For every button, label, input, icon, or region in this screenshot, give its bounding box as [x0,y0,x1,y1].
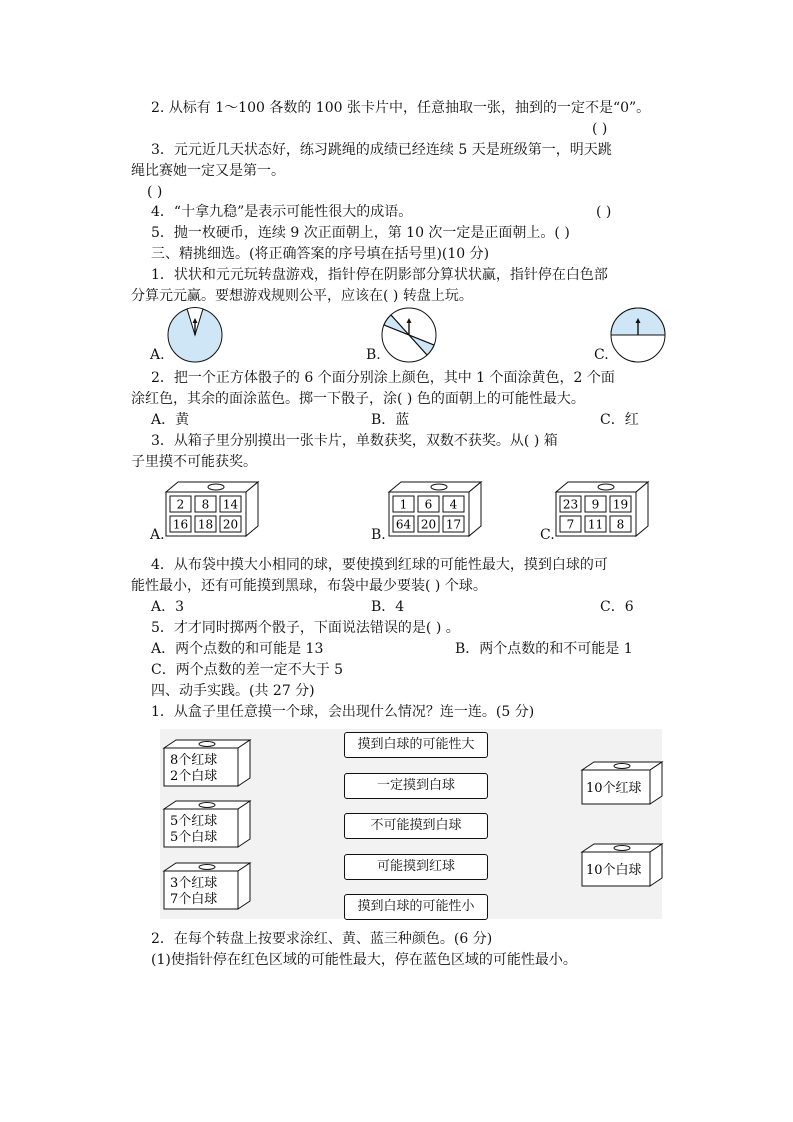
ball-box-3[interactable] [160,861,255,913]
judge-q3-line2: 绳比赛她一定又是第一。 [131,163,285,179]
s4-q2: 2．在每个转盘上按要求涂红、黄、蓝三种颜色。(6 分) [151,931,493,947]
ball-box-white[interactable] [578,842,668,890]
s3-q1-line1: 1．状状和元元玩转盘游戏，指针停在阴影部分算状状赢，指针停在白色部 [151,267,608,283]
card-number: 64 [395,517,412,532]
card-number: 9 [591,497,600,512]
section4-title: 四、动手实践。(共 27 分) [151,683,315,699]
ball-box-1-line1: 8个红球 [170,753,218,768]
s3-q4-line1: 4．从布袋中摸大小相同的球，要使摸到红球的可能性最大，摸到白球的可 [151,557,608,573]
ball-box-3-line2: 7个白球 [170,892,218,907]
card-number: 20 [222,517,239,532]
s3-q2-line2: 涂红色，其余的面涂蓝色。掷一下骰子，涂( ) 色的面朝上的可能性最大。 [131,391,585,407]
ball-box-1-line2: 2个白球 [170,769,218,784]
card-box-a [160,480,260,540]
match-option[interactable]: 一定摸到白球 [344,773,488,799]
ball-box-2-line2: 5个白球 [170,830,218,845]
s4-q1: 1．从盒子里任意摸一个球，会出现什么情况？连一连。(5 分) [151,704,535,720]
s3-q3-line1: 3．从箱子里分别摸出一张卡片，单数获奖，双数不获奖。从( ) 箱 [151,433,558,449]
card-number: 7 [566,517,575,532]
s3-q2-option-a[interactable]: A．黄 [151,412,190,428]
judge-q4-answer[interactable]: ( ) [596,204,612,220]
judge-q3-answer[interactable]: ( ) [147,184,163,200]
spinner-c [608,305,668,365]
judge-q2-answer[interactable]: ( ) [592,121,608,137]
s3-q1-option-a-label[interactable]: A. [150,347,165,363]
s4-q2-sub1: (1)使指针停在红色区域的可能性最大，停在蓝色区域的可能性最小。 [151,952,577,968]
s3-q3-option-a-label[interactable]: A. [150,527,165,543]
ball-box-red-label: 10个红球 [586,781,642,796]
s3-q2-option-c[interactable]: C．红 [600,412,639,428]
match-option[interactable]: 可能摸到红球 [344,854,488,880]
card-number: 19 [612,497,629,512]
card-number: 8 [616,517,625,532]
s3-q2-option-b[interactable]: B．蓝 [371,412,410,428]
s3-q5-option-a[interactable]: A．两个点数的和可能是 13 [151,641,324,657]
card-number: 6 [424,497,433,512]
card-number: 2 [176,497,185,512]
card-number: 23 [562,497,579,512]
card-box-b [383,480,483,540]
spinner-a [165,305,225,365]
match-option[interactable]: 摸到白球的可能性大 [344,732,488,758]
card-number: 16 [172,517,189,532]
card-box-c [550,480,650,540]
ball-box-red[interactable] [578,760,668,808]
ball-box-3-line1: 3个红球 [170,876,218,891]
s3-q5-option-c[interactable]: C．两个点数的差一定不大于 5 [151,662,344,678]
s3-q1-option-c-label[interactable]: C. [594,347,609,363]
card-number: 1 [399,497,408,512]
s3-q5-option-b[interactable]: B．两个点数的和不可能是 1 [455,641,633,657]
s3-q1-line2: 分算元元赢。要想游戏规则公平，应该在( ) 转盘上玩。 [131,288,473,304]
s3-q4-option-b[interactable]: B．4 [371,599,405,615]
s3-q2-line1: 2．把一个正方体骰子的 6 个面分别涂上颜色，其中 1 个面涂黄色，2 个面 [151,370,615,386]
judge-q5: 5．抛一枚硬币，连续 9 次正面朝上，第 10 次一定是正面朝上。( ) [151,225,570,241]
match-option[interactable]: 不可能摸到白球 [344,813,488,839]
card-number: 17 [445,517,462,532]
s3-q4-line2: 能性最小，还有可能摸到黑球，布袋中最少要装( ) 个球。 [131,578,487,594]
s3-q4-option-c[interactable]: C．6 [600,599,634,615]
card-number: 4 [449,497,458,512]
match-option[interactable]: 摸到白球的可能性小 [344,894,488,920]
s3-q3-option-c-label[interactable]: C. [540,527,555,543]
ball-box-white-label: 10个白球 [586,863,642,878]
s3-q3-option-b-label[interactable]: B. [371,527,386,543]
ball-box-2[interactable] [160,799,255,851]
judge-q4: 4．“十拿九稳”是表示可能性很大的成语。 [151,204,413,220]
ball-box-1[interactable] [160,738,255,790]
card-number: 20 [420,517,437,532]
judge-q2: 2. 从标有 1～100 各数的 100 张卡片中，任意抽取一张，抽到的一定不是“0”。 [151,100,651,116]
s3-q5: 5．才才同时掷两个骰子，下面说法错误的是( ) 。 [151,620,460,636]
spinner-b [379,305,439,365]
card-number: 14 [222,497,239,512]
section3-title: 三、精挑细选。(将正确答案的序号填在括号里)(10 分) [151,246,490,262]
s3-q1-option-b-label[interactable]: B. [366,347,381,363]
card-number: 18 [197,517,214,532]
s3-q3-line2: 子里摸不可能获奖。 [131,454,257,470]
judge-q3-line1: 3．元元近几天状态好，练习跳绳的成绩已经连续 5 天是班级第一，明天跳 [151,142,612,158]
card-number: 8 [201,497,210,512]
s3-q4-option-a[interactable]: A．3 [151,599,185,615]
ball-box-2-line1: 5个红球 [170,814,218,829]
card-number: 11 [587,517,604,532]
